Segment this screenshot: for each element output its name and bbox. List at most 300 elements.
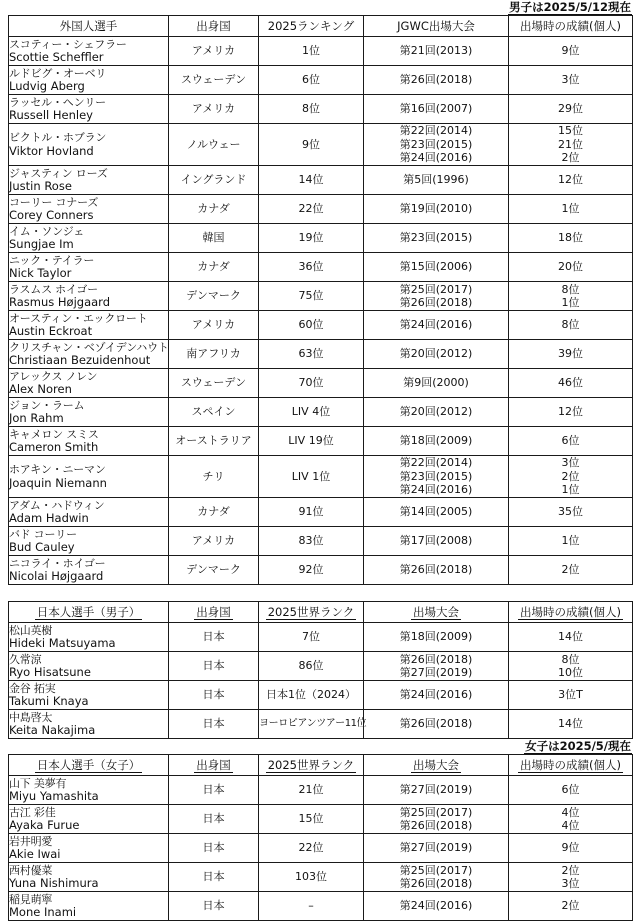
player-rank-cell: 92位 xyxy=(259,556,364,585)
player-name-en: Keita Nakajima xyxy=(9,723,96,737)
player-country-cell: チリ xyxy=(169,456,259,498)
player-name-jp: ニコライ・ホイゴー xyxy=(9,556,106,570)
event-entry: 第18回(2009) xyxy=(399,434,473,448)
player-name-cell xyxy=(9,253,169,282)
player-events-cell xyxy=(364,498,509,527)
player-results-cell xyxy=(509,863,633,892)
player-rank-cell: LIV 4位 xyxy=(259,398,364,427)
event-entry: 第26回(2018) xyxy=(399,819,473,832)
event-entry: 第22回(2014) xyxy=(399,456,473,470)
player-rank-cell: 9位 xyxy=(259,124,364,166)
player-name-cell xyxy=(9,282,169,311)
player-events-cell xyxy=(364,892,509,921)
player-name-cell xyxy=(9,681,169,710)
result-entry: 9位 xyxy=(561,44,580,58)
player-results-cell xyxy=(509,556,633,585)
player-name-jp: 西村優菜 xyxy=(9,863,53,877)
event-entry: 第22回(2014) xyxy=(399,124,473,138)
table-row xyxy=(9,37,633,66)
player-name-en: Bud Cauley xyxy=(9,540,75,554)
player-country-cell: 日本 xyxy=(169,652,259,681)
player-name-jp: コーリー コナーズ xyxy=(9,195,99,209)
foreign-players-header-row xyxy=(9,16,633,37)
player-rank-cell: 7位 xyxy=(259,623,364,652)
player-results-cell xyxy=(509,527,633,556)
result-entry: 10位 xyxy=(558,666,583,679)
player-name-cell xyxy=(9,776,169,805)
player-name-cell xyxy=(9,556,169,585)
table-row xyxy=(9,892,633,921)
result-entry: 12位 xyxy=(558,173,583,187)
foreign-players-header-cell-1 xyxy=(169,16,259,37)
table-row xyxy=(9,776,633,805)
result-entry: 9位 xyxy=(561,841,580,855)
player-rank-cell: LIV 19位 xyxy=(259,427,364,456)
table-row xyxy=(9,681,633,710)
column-header-label: 出身国 xyxy=(196,757,231,772)
player-name-en: Rasmus Højgaard xyxy=(9,295,111,309)
result-entry: 18位 xyxy=(558,231,583,245)
table-row xyxy=(9,66,633,95)
player-rank-cell: 8位 xyxy=(259,95,364,124)
player-events-cell xyxy=(364,556,509,585)
event-entry: 第24回(2016) xyxy=(399,899,473,913)
player-name-en: Alex Noren xyxy=(9,382,72,396)
result-entry: 2位 xyxy=(561,151,580,165)
player-name-cell xyxy=(9,710,169,739)
player-results-cell xyxy=(509,369,633,398)
player-name-jp: アレックス ノレン xyxy=(9,369,98,383)
player-name-en: Adam Hadwin xyxy=(9,511,89,525)
japanese-women-header-cell-3 xyxy=(364,755,509,776)
player-name-en: Christiaan Bezuidenhout xyxy=(9,353,151,367)
japanese-men-table xyxy=(8,601,633,739)
player-country-cell: カナダ xyxy=(169,195,259,224)
player-name-cell xyxy=(9,166,169,195)
player-name-cell xyxy=(9,527,169,556)
result-entry: 12位 xyxy=(558,405,583,419)
player-rank-cell: 70位 xyxy=(259,369,364,398)
result-entry: 2位 xyxy=(561,863,580,877)
player-name-jp: バド コーリー xyxy=(9,527,77,541)
player-name-en: Justin Rose xyxy=(9,179,72,193)
player-name-cell xyxy=(9,124,169,166)
event-entry: 第26回(2018) xyxy=(399,877,473,890)
event-entry: 第26回(2018) xyxy=(399,73,473,87)
player-name-jp: 久常涼 xyxy=(9,652,42,666)
player-name-jp: ラスムス ホイゴー xyxy=(9,282,98,296)
result-entry: 21位 xyxy=(558,137,583,151)
player-country-cell: オーストラリア xyxy=(169,427,259,456)
foreign-players-header-cell-2 xyxy=(259,16,364,37)
result-entry: 35位 xyxy=(558,505,583,519)
player-name-jp: 金谷 拓実 xyxy=(9,681,56,695)
player-country-cell: 日本 xyxy=(169,805,259,834)
result-entry: 2位 xyxy=(561,899,580,913)
player-country-cell: アメリカ xyxy=(169,311,259,340)
player-rank-cell: 36位 xyxy=(259,253,364,282)
table-row xyxy=(9,398,633,427)
japanese-women-header-cell-4 xyxy=(509,755,633,776)
player-events-cell xyxy=(364,710,509,739)
player-results-cell xyxy=(509,623,633,652)
player-results-cell xyxy=(509,681,633,710)
player-country-cell: 南アフリカ xyxy=(169,340,259,369)
player-results-cell xyxy=(509,340,633,369)
japanese-men-header-cell-1 xyxy=(169,602,259,623)
player-country-cell: アメリカ xyxy=(169,95,259,124)
player-country-cell: 日本 xyxy=(169,623,259,652)
table-row xyxy=(9,527,633,556)
result-entry: 4位 xyxy=(561,819,580,832)
player-results-cell xyxy=(509,95,633,124)
japanese-men-header-cell-3 xyxy=(364,602,509,623)
table-row xyxy=(9,456,633,498)
player-events-cell xyxy=(364,253,509,282)
player-name-jp: ホアキン・ニーマン xyxy=(9,463,106,476)
player-name-en: Miyu Yamashita xyxy=(9,789,99,803)
table-row xyxy=(9,834,633,863)
event-entry: 第25回(2017) xyxy=(399,805,473,819)
player-events-cell xyxy=(364,66,509,95)
foreign-players-header-cell-3 xyxy=(364,16,509,37)
player-rank-cell: 日本1位（2024） xyxy=(259,681,364,710)
player-rank-cell: 91位 xyxy=(259,498,364,527)
player-country-cell: カナダ xyxy=(169,498,259,527)
player-rank-cell: 63位 xyxy=(259,340,364,369)
column-header-label: 出場大会 xyxy=(413,757,459,772)
japanese-women-header-cell-1 xyxy=(169,755,259,776)
column-header-label: 出身国 xyxy=(196,604,231,619)
player-name-cell xyxy=(9,892,169,921)
player-name-cell xyxy=(9,398,169,427)
result-entry: 8位 xyxy=(561,652,580,666)
player-rank-cell: 60位 xyxy=(259,311,364,340)
men-as-of-caption: 男子は2025/5/12現在 xyxy=(509,0,631,14)
player-rank-cell: 86位 xyxy=(259,652,364,681)
player-events-cell xyxy=(364,224,509,253)
player-name-jp: ジャスティン ローズ xyxy=(9,166,108,180)
player-rank-cell: 103位 xyxy=(259,863,364,892)
event-entry: 第14回(2005) xyxy=(399,505,473,519)
event-entry: 第26回(2018) xyxy=(399,652,473,666)
player-name-jp: 中島啓太 xyxy=(9,710,53,724)
event-entry: 第24回(2016) xyxy=(399,318,473,332)
player-results-cell xyxy=(509,834,633,863)
women-as-of-caption: 女子は2025/5/現在 xyxy=(525,739,631,753)
player-events-cell xyxy=(364,124,509,166)
player-name-jp: アダム・ハドウィン xyxy=(9,498,105,512)
player-name-en: Joaquin Niemann xyxy=(9,475,107,490)
table-row xyxy=(9,369,633,398)
player-name-jp: キャメロン スミス xyxy=(9,427,99,441)
column-header-label: 外国人選手 xyxy=(59,19,118,33)
table-row xyxy=(9,166,633,195)
player-events-cell xyxy=(364,527,509,556)
player-country-cell: デンマーク xyxy=(169,282,259,311)
column-header-label: 出身国 xyxy=(196,19,231,33)
player-name-en: Cameron Smith xyxy=(9,440,99,454)
player-results-cell xyxy=(509,124,633,166)
player-events-cell xyxy=(364,195,509,224)
table-row xyxy=(9,556,633,585)
result-entry: 1位 xyxy=(561,483,580,497)
player-name-en: Yuna Nishimura xyxy=(9,876,99,890)
player-name-cell xyxy=(9,95,169,124)
player-events-cell xyxy=(364,369,509,398)
player-name-cell xyxy=(9,66,169,95)
player-country-cell: 日本 xyxy=(169,776,259,805)
player-country-cell: デンマーク xyxy=(169,556,259,585)
player-name-jp: クリスチャン・ベゾイデンハウト xyxy=(9,340,169,354)
player-name-en: Austin Eckroat xyxy=(9,324,93,338)
event-entry: 第17回(2008) xyxy=(399,534,473,548)
result-entry: 1位 xyxy=(561,202,580,216)
japanese-women-header-cell-2 xyxy=(259,755,364,776)
player-rank-cell: 19位 xyxy=(259,224,364,253)
result-entry: 46位 xyxy=(558,376,583,390)
result-entry: 6位 xyxy=(561,434,580,448)
player-results-cell xyxy=(509,776,633,805)
event-entry: 第21回(2013) xyxy=(399,44,473,58)
player-name-jp: ジョン・ラーム xyxy=(9,398,85,412)
player-name-jp: 稲見萌寧 xyxy=(9,892,53,906)
event-entry: 第23回(2015) xyxy=(399,469,473,483)
player-rank-cell: 83位 xyxy=(259,527,364,556)
table-row xyxy=(9,253,633,282)
foreign-players-header-cell-0 xyxy=(9,16,169,37)
player-events-cell xyxy=(364,652,509,681)
player-name-jp: 岩井明愛 xyxy=(9,834,53,848)
player-results-cell xyxy=(509,652,633,681)
player-name-en: Hideki Matsuyama xyxy=(9,636,116,650)
player-name-en: Viktor Hovland xyxy=(9,143,94,158)
japanese-men-header-cell-4 xyxy=(509,602,633,623)
player-rank-cell: 6位 xyxy=(259,66,364,95)
foreign-players-table xyxy=(8,15,633,585)
player-country-cell: ノルウェー xyxy=(169,124,259,166)
player-rank-cell: 22位 xyxy=(259,195,364,224)
table-row xyxy=(9,710,633,739)
player-name-jp: イム・ソンジェ xyxy=(9,224,85,238)
player-name-en: Sungjae Im xyxy=(9,237,74,251)
player-events-cell xyxy=(364,834,509,863)
japanese-men-table-body xyxy=(9,602,633,739)
event-entry: 第25回(2017) xyxy=(399,863,473,877)
table-row xyxy=(9,863,633,892)
player-results-cell xyxy=(509,282,633,311)
table-row xyxy=(9,652,633,681)
player-rank-cell: ヨーロピアンツアー11位 xyxy=(259,710,364,739)
player-country-cell: アメリカ xyxy=(169,37,259,66)
result-entry: 15位 xyxy=(558,124,583,138)
table-row xyxy=(9,805,633,834)
column-header-label: 2025世界ランク xyxy=(267,757,355,772)
player-events-cell xyxy=(364,805,509,834)
result-entry: 39位 xyxy=(558,347,583,361)
event-entry: 第26回(2018) xyxy=(399,563,473,577)
player-events-cell xyxy=(364,95,509,124)
japanese-women-table-body xyxy=(9,755,633,921)
player-events-cell xyxy=(364,427,509,456)
column-header-label: 出場時の成績(個人) xyxy=(520,757,621,772)
player-country-cell: スウェーデン xyxy=(169,66,259,95)
event-entry: 第9回(2000) xyxy=(403,376,469,390)
event-entry: 第20回(2012) xyxy=(399,347,473,361)
player-results-cell xyxy=(509,892,633,921)
player-name-cell xyxy=(9,427,169,456)
event-entry: 第23回(2015) xyxy=(399,231,473,245)
japanese-men-header-cell-0 xyxy=(9,602,169,623)
player-events-cell xyxy=(364,37,509,66)
player-rank-cell: 21位 xyxy=(259,776,364,805)
japanese-men-header-row xyxy=(9,602,633,623)
player-name-cell xyxy=(9,498,169,527)
result-entry: 14位 xyxy=(558,717,583,731)
player-name-cell xyxy=(9,311,169,340)
table-row xyxy=(9,623,633,652)
table-row xyxy=(9,224,633,253)
player-name-cell xyxy=(9,340,169,369)
column-header-label: JGWC出場大会 xyxy=(397,19,475,33)
player-name-jp: ビクトル・ホブラン xyxy=(9,131,107,144)
player-rank-cell: – xyxy=(259,892,364,921)
event-entry: 第25回(2017) xyxy=(399,282,473,296)
event-entry: 第24回(2016) xyxy=(399,483,473,497)
player-name-jp: ニック・テイラー xyxy=(9,253,95,267)
women-caption-row xyxy=(8,739,632,754)
player-name-cell xyxy=(9,652,169,681)
player-country-cell: 日本 xyxy=(169,710,259,739)
player-results-cell xyxy=(509,166,633,195)
event-entry: 第19回(2010) xyxy=(399,202,473,216)
foreign-players-table-body xyxy=(9,16,633,585)
player-name-jp: 山下 美夢有 xyxy=(9,776,67,790)
table-row xyxy=(9,498,633,527)
player-name-en: Corey Conners xyxy=(9,208,94,222)
player-country-cell: 日本 xyxy=(169,892,259,921)
player-results-cell xyxy=(509,456,633,498)
result-entry: 3位T xyxy=(558,688,583,702)
player-events-cell xyxy=(364,776,509,805)
player-name-jp: 古江 彩佳 xyxy=(9,805,56,819)
player-rank-cell: 15位 xyxy=(259,805,364,834)
player-country-cell: カナダ xyxy=(169,253,259,282)
player-events-cell xyxy=(364,863,509,892)
player-results-cell xyxy=(509,66,633,95)
result-entry: 2位 xyxy=(561,563,580,577)
column-header-label: 2025世界ランク xyxy=(267,604,355,619)
player-name-cell xyxy=(9,456,169,498)
player-country-cell: 日本 xyxy=(169,863,259,892)
player-country-cell: 日本 xyxy=(169,834,259,863)
player-name-jp: 松山英樹 xyxy=(9,623,53,637)
table-row xyxy=(9,340,633,369)
player-name-cell xyxy=(9,834,169,863)
table-row xyxy=(9,282,633,311)
event-entry: 第23回(2015) xyxy=(399,137,473,151)
table-row xyxy=(9,195,633,224)
player-results-cell xyxy=(509,398,633,427)
player-country-cell: アメリカ xyxy=(169,527,259,556)
player-results-cell xyxy=(509,224,633,253)
player-name-cell xyxy=(9,805,169,834)
player-events-cell xyxy=(364,282,509,311)
japanese-women-table xyxy=(8,754,633,921)
player-name-jp: ルドビグ・オーベリ xyxy=(9,66,107,80)
event-entry: 第15回(2006) xyxy=(399,260,473,274)
player-country-cell: 韓国 xyxy=(169,224,259,253)
result-entry: 20位 xyxy=(558,260,583,274)
player-events-cell xyxy=(364,623,509,652)
player-rank-cell: 22位 xyxy=(259,834,364,863)
result-entry: 14位 xyxy=(558,630,583,644)
event-entry: 第18回(2009) xyxy=(399,630,473,644)
player-country-cell: スウェーデン xyxy=(169,369,259,398)
player-results-cell xyxy=(509,710,633,739)
result-entry: 6位 xyxy=(561,783,580,797)
result-entry: 3位 xyxy=(561,456,580,470)
player-country-cell: 日本 xyxy=(169,681,259,710)
column-header-label: 出場大会 xyxy=(413,604,459,619)
result-entry: 2位 xyxy=(561,469,580,483)
player-name-en: Russell Henley xyxy=(9,108,93,122)
result-entry: 3位 xyxy=(561,73,580,87)
player-name-en: Akie Iwai xyxy=(9,847,61,861)
player-events-cell xyxy=(364,681,509,710)
event-entry: 第26回(2018) xyxy=(399,296,473,309)
player-results-cell xyxy=(509,195,633,224)
player-name-en: Scottie Scheffler xyxy=(9,50,104,64)
result-entry: 1位 xyxy=(561,534,580,548)
player-results-cell xyxy=(509,427,633,456)
player-name-jp: スコティー・シェフラー xyxy=(9,37,127,51)
player-name-en: Mone Inami xyxy=(9,905,77,919)
player-name-en: Ludvig Aberg xyxy=(9,79,85,93)
player-name-cell xyxy=(9,37,169,66)
player-name-en: Takumi Knaya xyxy=(9,694,89,708)
player-country-cell: イングランド xyxy=(169,166,259,195)
japanese-women-header-row xyxy=(9,755,633,776)
table-row xyxy=(9,311,633,340)
player-events-cell xyxy=(364,398,509,427)
player-rank-cell: 75位 xyxy=(259,282,364,311)
player-results-cell xyxy=(509,37,633,66)
player-name-jp: ラッセル・ヘンリー xyxy=(9,95,106,109)
player-rank-cell: 14位 xyxy=(259,166,364,195)
player-results-cell xyxy=(509,311,633,340)
player-results-cell xyxy=(509,498,633,527)
event-entry: 第16回(2007) xyxy=(399,102,473,116)
player-name-cell xyxy=(9,224,169,253)
table-spacer-1 xyxy=(8,585,632,601)
men-caption-row xyxy=(8,0,632,15)
player-rank-cell: 1位 xyxy=(259,37,364,66)
event-entry: 第27回(2019) xyxy=(399,783,473,797)
column-header-label: 日本人選手（男子） xyxy=(36,604,141,619)
player-name-en: Jon Rahm xyxy=(9,411,64,425)
player-name-cell xyxy=(9,623,169,652)
result-entry: 3位 xyxy=(561,877,580,890)
event-entry: 第24回(2016) xyxy=(399,151,473,165)
japanese-women-header-cell-0 xyxy=(9,755,169,776)
column-header-label: 出場時の成績(個人) xyxy=(520,604,621,619)
table-row xyxy=(9,95,633,124)
result-entry: 29位 xyxy=(558,102,583,116)
result-entry: 8位 xyxy=(561,282,580,296)
player-name-en: Ryo Hisatsune xyxy=(9,665,91,679)
player-events-cell xyxy=(364,456,509,498)
